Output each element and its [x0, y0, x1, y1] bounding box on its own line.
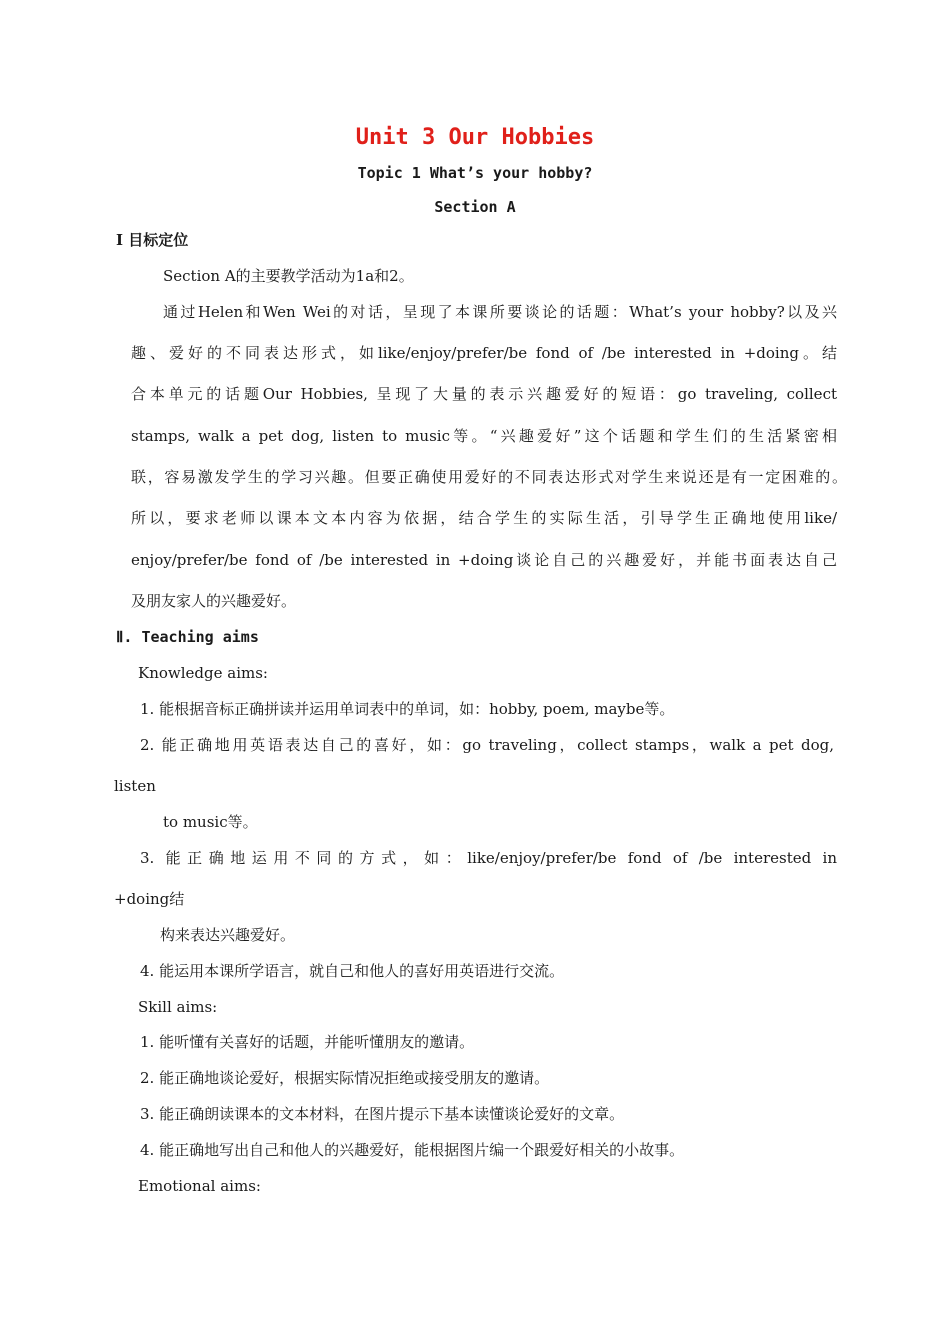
part1-line: 合本单元的话题Our Hobbies, 呈现了大量的表示兴趣爱好的短语：go traveling, collect: [131, 385, 837, 403]
part1-line: 趣、爱好的不同表达形式，如like/enjoy/prefer/be fond of /be interested in +doing。结: [131, 344, 837, 362]
knowledge-aim-item: listen: [114, 777, 156, 795]
unit-title: Unit 3 Our Hobbies: [355, 125, 595, 150]
part1-line: 通过Helen和Wen Wei的对话，呈现了本课所要谈论的话题：What’s your hobby?以及兴: [163, 303, 837, 321]
part1-line: 所以，要求老师以课本文本内容为依据，结合学生的实际生活，引导学生正确地使用like/: [131, 509, 837, 527]
knowledge-aim-item: to music等。: [163, 813, 258, 831]
skill-aims-label: Skill aims:: [138, 998, 218, 1016]
skill-aim-item: 1. 能听懂有关喜好的话题，并能听懂朋友的邀请。: [140, 1033, 475, 1051]
emotional-aims-label: Emotional aims:: [138, 1177, 261, 1195]
knowledge-aim-item: 4. 能运用本课所学语言，就自己和他人的喜好用英语进行交流。: [140, 962, 565, 980]
topic-title: Topic 1 What’s your hobby?: [357, 164, 593, 182]
part1-heading: Ⅰ 目标定位: [116, 231, 189, 249]
part1-line: enjoy/prefer/be fond of /be interested in +doing谈论自己的兴趣爱好，并能书面表达自己: [131, 551, 837, 569]
knowledge-aims-label: Knowledge aims:: [138, 664, 268, 682]
part1-line: Section A的主要教学活动为1a和2。: [163, 267, 414, 285]
part1-line: stamps, walk a pet dog, listen to music等。“兴趣爱好”这个话题和学生们的生活紧密相: [131, 427, 837, 445]
skill-aim-item: 3. 能正确朗读课本的文本材料，在图片提示下基本读懂谈论爱好的文章。: [140, 1105, 625, 1123]
part2-heading: Ⅱ. Teaching aims: [116, 628, 259, 646]
knowledge-aim-item: 3. 能正确地运用不同的方式，如：like/enjoy/prefer/be fond of /be interested in: [140, 849, 837, 867]
section-title: Section A: [434, 198, 516, 216]
knowledge-aim-item: 构来表达兴趣爱好。: [160, 926, 296, 944]
skill-aim-item: 4. 能正确地写出自己和他人的兴趣爱好，能根据图片编一个跟爱好相关的小故事。: [140, 1141, 685, 1159]
knowledge-aim-item: +doing结: [114, 890, 185, 908]
skill-aim-item: 2. 能正确地谈论爱好，根据实际情况拒绝或接受朋友的邀请。: [140, 1069, 550, 1087]
part1-line: 及朋友家人的兴趣爱好。: [131, 592, 297, 610]
knowledge-aim-item: 2. 能正确地用英语表达自己的喜好，如：go traveling，collect stamps，walk a pet dog,: [140, 736, 834, 754]
part1-line: 联，容易激发学生的学习兴趣。但要正确使用爱好的不同表达形式对学生来说还是有一定困难的。: [131, 468, 847, 486]
knowledge-aim-item: 1. 能根据音标正确拼读并运用单词表中的单词，如：hobby, poem, maybe等。: [140, 700, 675, 718]
